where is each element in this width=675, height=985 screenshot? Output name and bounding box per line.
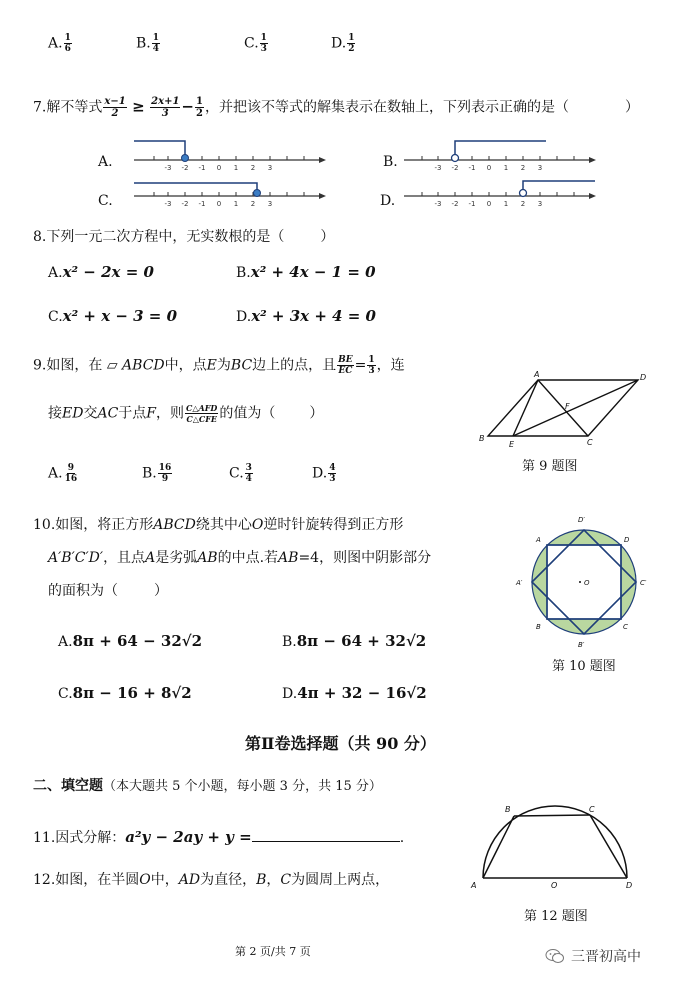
q10-option-d: D.4π + 32 − 16√2 bbox=[282, 684, 427, 702]
q12-caption: 第 12 题图 bbox=[524, 909, 588, 924]
q10-stem-line2: A′B′C′D′，且点A是劣弧AB的中点.若AB=4，则图中阴影部分 bbox=[48, 550, 432, 566]
svg-text:-2: -2 bbox=[181, 164, 189, 172]
q9-option-d: D. $\frac{4}{3}$ bbox=[312, 463, 336, 484]
q12-stem: 12.如图，在半圆O中，AD为直径，B，C为圆周上两点， bbox=[33, 872, 390, 888]
svg-text:O: O bbox=[584, 579, 590, 587]
q8-stem: 8.下列一元二次方程中，无实数根的是（ ） bbox=[33, 229, 335, 245]
q7-numberline-b bbox=[400, 136, 600, 180]
q7-numberline-a bbox=[130, 136, 330, 180]
q6-option-a: A. $\frac{1}{6}$ bbox=[48, 33, 71, 54]
q10-stem-line3: 的面积为（ ） bbox=[48, 583, 168, 599]
svg-text:3: 3 bbox=[537, 200, 543, 208]
q9-option-b: B. $\frac{16}{9}$ bbox=[142, 463, 172, 484]
q12-figure bbox=[465, 800, 645, 896]
svg-text:1: 1 bbox=[503, 164, 509, 172]
svg-text:A: A bbox=[536, 536, 541, 544]
q9-stem-line2: 接ED交AC于点F，则 $\frac{\text{C△AFD}}{\text{C△CFE}}$ 的值为（ ） bbox=[48, 403, 324, 424]
svg-text:A: A bbox=[534, 370, 540, 379]
svg-text:0: 0 bbox=[216, 164, 222, 172]
svg-text:-3: -3 bbox=[434, 164, 442, 172]
q9-option-a: A. $\frac{9}{16}$ bbox=[48, 463, 78, 484]
q8-option-b: B.x² + 4x − 1 = 0 bbox=[236, 263, 376, 281]
svg-text:B: B bbox=[536, 623, 541, 631]
svg-text:D: D bbox=[640, 373, 647, 382]
svg-text:-3: -3 bbox=[164, 164, 172, 172]
svg-text:-2: -2 bbox=[181, 200, 189, 208]
q9-figure bbox=[472, 368, 658, 452]
svg-text:C: C bbox=[587, 438, 593, 447]
svg-text:-1: -1 bbox=[468, 164, 476, 172]
q7-numberline-c bbox=[130, 176, 330, 220]
q8-option-a: A.x² − 2x = 0 bbox=[48, 263, 154, 281]
svg-text:-1: -1 bbox=[198, 164, 206, 172]
svg-text:B: B bbox=[505, 805, 511, 814]
svg-text:1: 1 bbox=[233, 200, 239, 208]
q7-label-c: C. bbox=[98, 193, 113, 209]
q7-numberline-d bbox=[400, 176, 600, 220]
q6-option-b: B. $\frac{1}{4}$ bbox=[136, 33, 160, 54]
q10-caption: 第 10 题图 bbox=[552, 659, 616, 674]
part2-heading: 第Ⅱ卷选择题（共 90 分） bbox=[245, 734, 436, 753]
q7-label-a: A. bbox=[98, 154, 113, 170]
svg-text:D: D bbox=[624, 536, 630, 544]
q7-label-b: B. bbox=[383, 154, 398, 170]
section-fill-in-title: 二、填空题（本大题共 5 个小题，每小题 3 分，共 15 分） bbox=[33, 778, 382, 794]
svg-text:A: A bbox=[471, 881, 477, 890]
svg-text:2: 2 bbox=[520, 200, 526, 208]
svg-text:O: O bbox=[551, 881, 558, 890]
q7-stem: 7.解不等式 $\frac{x-1}{2}$ ≥ $\frac{2x+1}{3}$ − $\frac{1}{2}$ ，并把该不等式的解集表示在数轴上，下列表示正确的是（ ） bbox=[33, 96, 639, 119]
svg-text:2: 2 bbox=[250, 164, 256, 172]
svg-text:2: 2 bbox=[520, 164, 526, 172]
svg-text:-2: -2 bbox=[451, 164, 459, 172]
svg-text:C: C bbox=[589, 805, 595, 814]
svg-text:F: F bbox=[565, 402, 570, 411]
svg-text:-1: -1 bbox=[468, 200, 476, 208]
svg-text:E: E bbox=[509, 440, 515, 449]
q10-figure bbox=[510, 512, 655, 652]
q10-option-c: C.8π − 16 + 8√2 bbox=[58, 684, 192, 702]
svg-text:0: 0 bbox=[486, 164, 492, 172]
q8-option-c: C.x² + x − 3 = 0 bbox=[48, 307, 178, 325]
svg-text:B: B bbox=[479, 434, 485, 443]
q6-option-c: C. $\frac{1}{3}$ bbox=[244, 33, 267, 54]
svg-text:3: 3 bbox=[267, 164, 273, 172]
svg-text:3: 3 bbox=[267, 200, 273, 208]
svg-text:C: C bbox=[623, 623, 628, 631]
svg-text:1: 1 bbox=[233, 164, 239, 172]
q9-stem-line1: 9.如图，在 ▱ ABCD中，点E为BC边上的点，且 $\frac{BE}{EC}$ = $\frac{1}{3}$ ，连 bbox=[33, 355, 405, 376]
q8-option-d: D.x² + 3x + 4 = 0 bbox=[236, 307, 376, 325]
svg-text:-3: -3 bbox=[164, 200, 172, 208]
svg-text:0: 0 bbox=[486, 200, 492, 208]
q9-caption: 第 9 题图 bbox=[522, 459, 578, 474]
q6-option-d: D. $\frac{1}{2}$ bbox=[331, 33, 355, 54]
svg-text:C′: C′ bbox=[640, 579, 647, 587]
svg-text:D′: D′ bbox=[578, 516, 585, 524]
q10-option-a: A.8π + 64 − 32√2 bbox=[58, 632, 203, 650]
wechat-icon bbox=[545, 948, 565, 964]
svg-text:3: 3 bbox=[537, 164, 543, 172]
q10-stem-line1: 10.如图，将正方形ABCD绕其中心O逆时针旋转得到正方形 bbox=[33, 517, 404, 533]
q11-answer-blank[interactable] bbox=[252, 827, 400, 842]
svg-text:-3: -3 bbox=[434, 200, 442, 208]
q7-label-d: D. bbox=[380, 193, 396, 209]
watermark: 三晋初高中 bbox=[545, 946, 641, 966]
svg-text:-2: -2 bbox=[451, 200, 459, 208]
svg-text:B′: B′ bbox=[578, 641, 585, 649]
page-footer: 第 2 页/共 7 页 bbox=[235, 945, 311, 958]
q10-option-b: B.8π − 64 + 32√2 bbox=[282, 632, 427, 650]
svg-text:2: 2 bbox=[250, 200, 256, 208]
q11-stem: 11.因式分解：a²y − 2ay + y = . bbox=[33, 828, 405, 846]
svg-text:1: 1 bbox=[503, 200, 509, 208]
svg-text:A′: A′ bbox=[516, 579, 523, 587]
svg-text:-1: -1 bbox=[198, 200, 206, 208]
svg-text:0: 0 bbox=[216, 200, 222, 208]
svg-text:D: D bbox=[626, 881, 633, 890]
q9-option-c: C. $\frac{3}{4}$ bbox=[229, 463, 252, 484]
